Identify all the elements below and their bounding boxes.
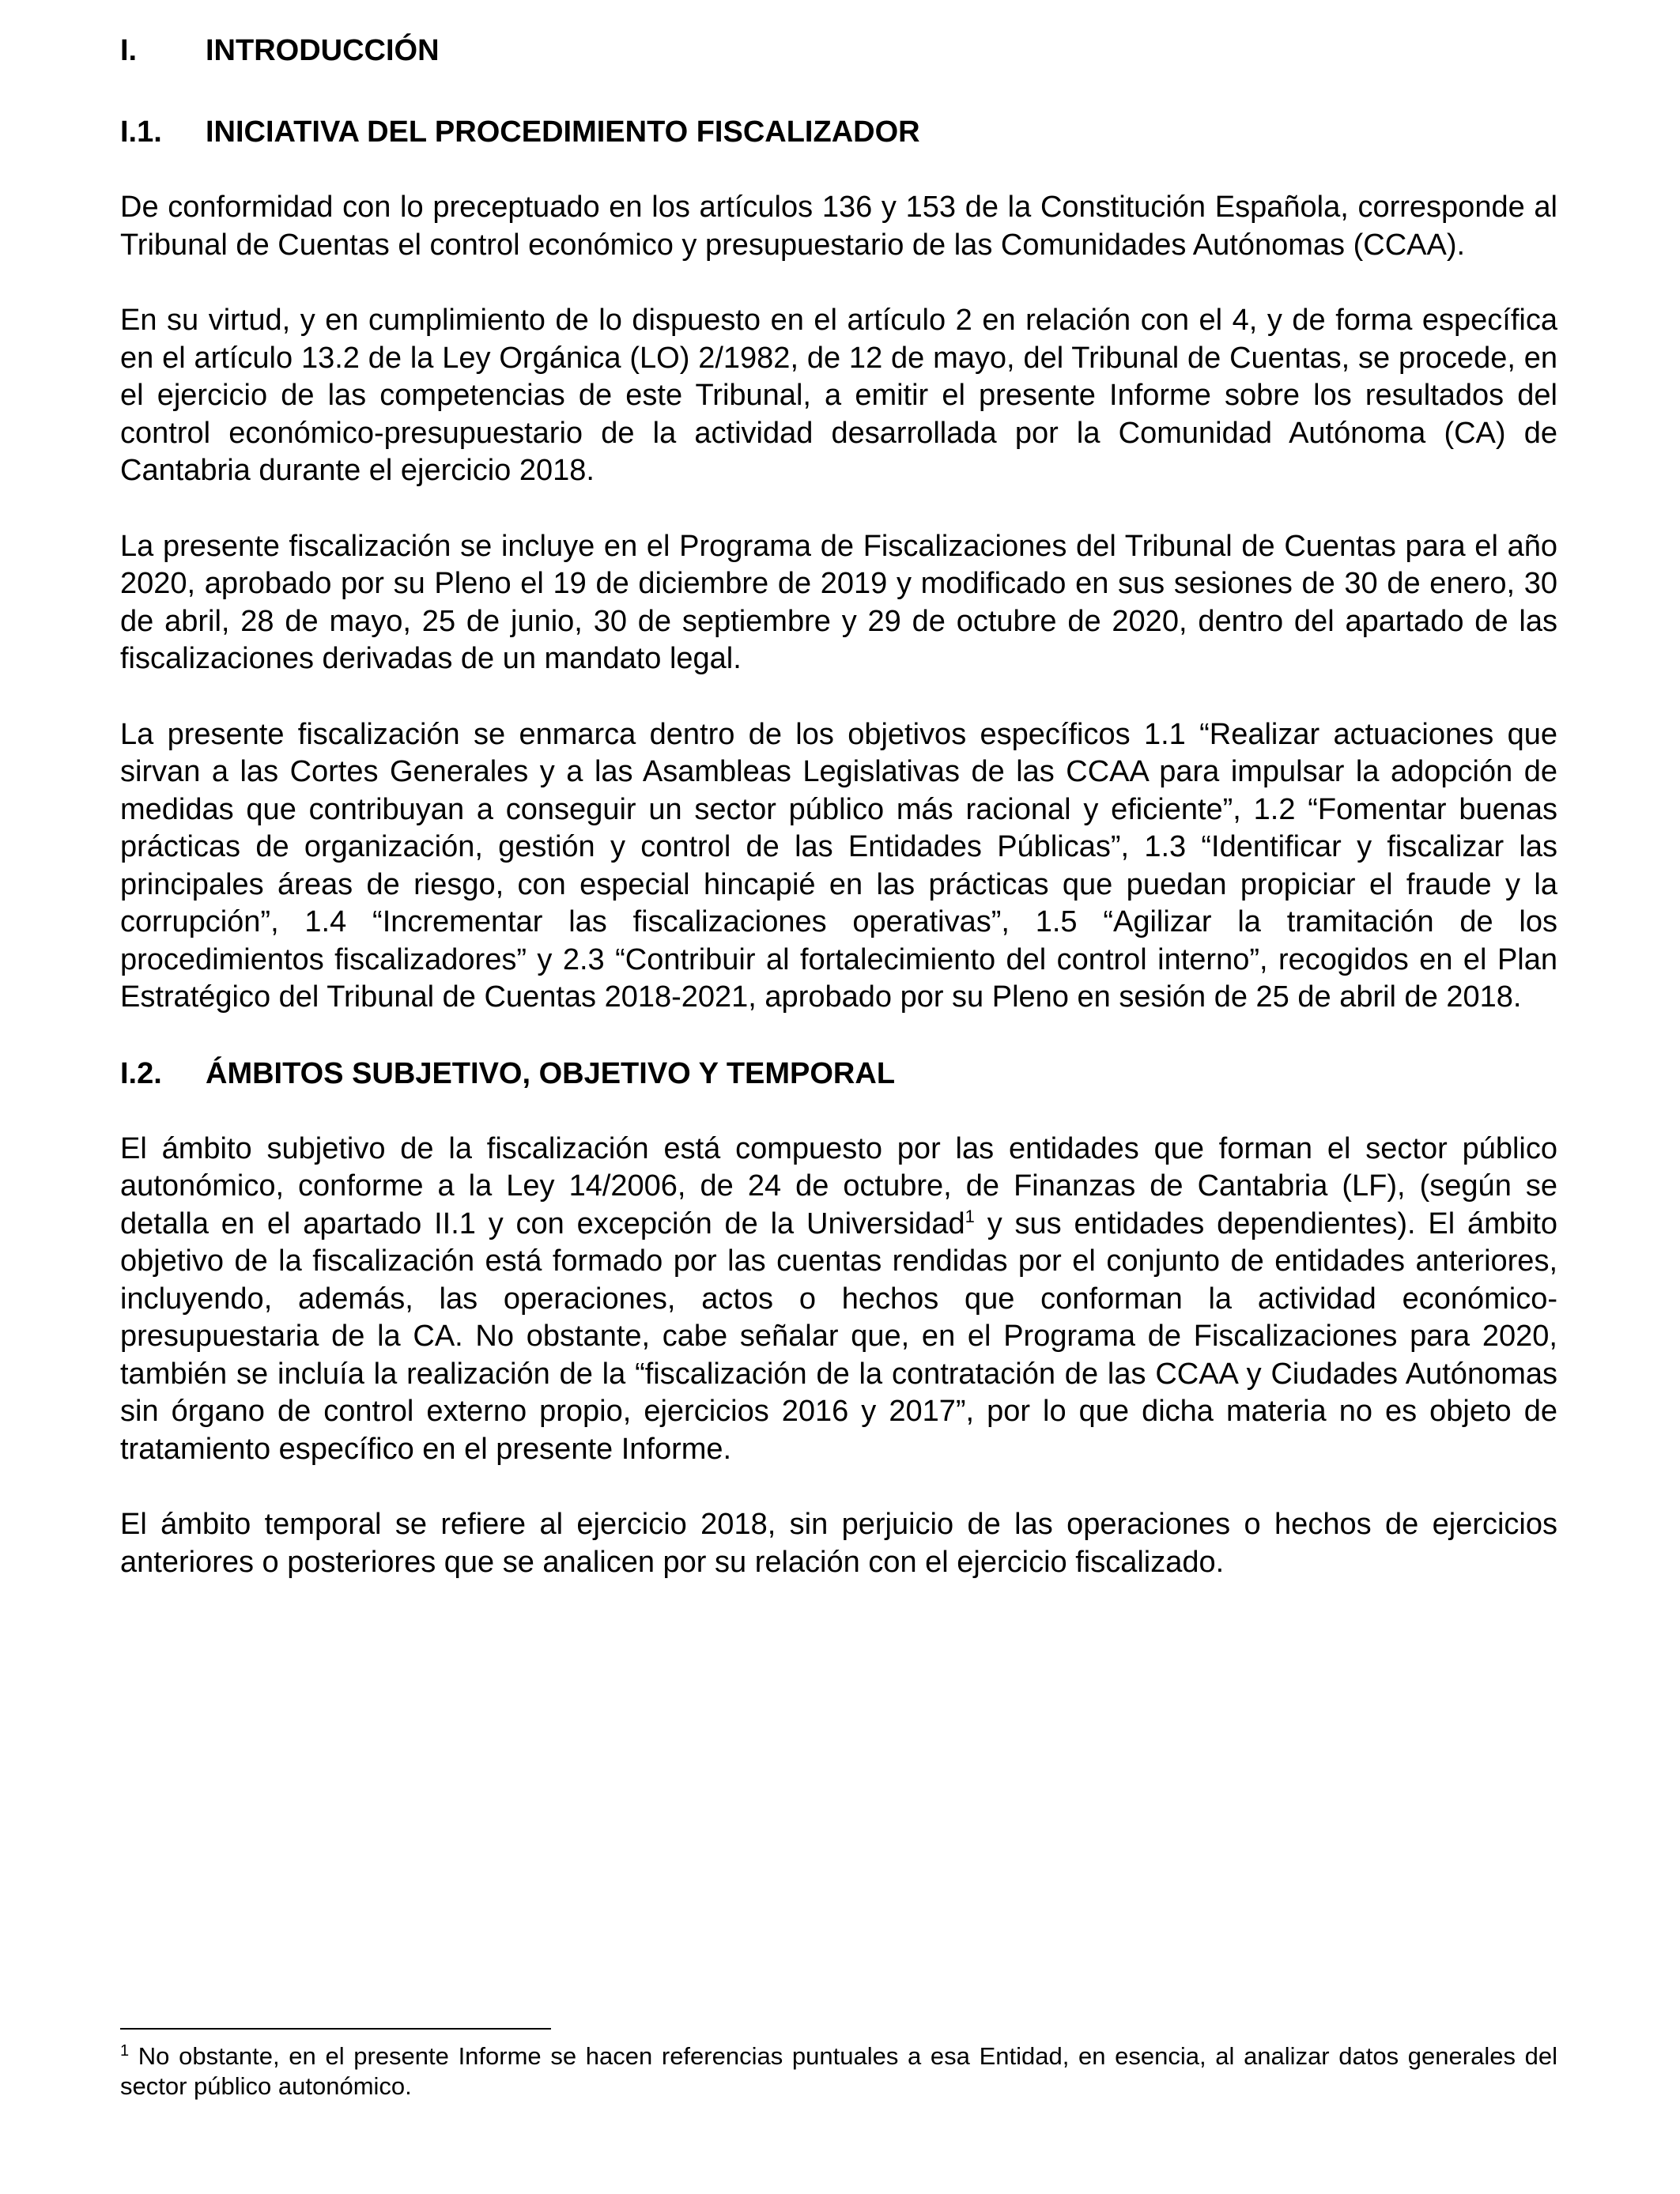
footnote-text: No obstante, en el presente Informe se hacen referencias puntuales a esa Entidad, en esencia, al analizar datos generales del sector público autonómico. [120,2042,1557,2100]
paragraph: De conformidad con lo preceptuado en los artículos 136 y 153 de la Constitución Española, corresponde al Tribunal de Cuentas el control económico y presupuestario de las Comunidades Autónomas (CCAA). [120,191,1557,262]
paragraph: La presente fiscalización se enmarca dentro de los objetivos específicos 1.1 “Realizar actuaciones que sirvan a las Cortes Generales y a las Asambleas Legislativas de las CCAA para impulsar la adopción de medidas que contribuyan a conseguir un sector público más racional y eficiente”, 1.2 “Fomentar buenas prácticas de organización, gestión y control de las Entidades Públicas”, 1.3 “Identificar y fiscalizar las principales áreas de riesgo, con especial hincapié en las prácticas que puedan propiciar el fraude y la corrupción”, 1.4 “Incrementar las fiscalizaciones operativas”, 1.5 “Agilizar la tramitación de los procedimientos fiscalizadores” y 2.3 “Contribuir al fortalecimiento del control interno”, recogidos en el Plan Estratégico del Tribunal de Cuentas 2018-2021, aprobado por su Pleno en sesión de 25 de abril de 2018. [120,717,1557,1014]
section-heading-introduccion [120,32,1557,70]
section-title: ÁMBITOS SUBJETIVO, OBJETIVO Y TEMPORAL [206,1056,896,1090]
paragraph [120,1131,1557,1469]
paragraph-text: El ámbito subjetivo de la fiscalización está compuesto por las entidades que forman el sector público autonómico, conforme a la Ley 14/2006, de 24 de octubre, de Finanzas de Cantabria (LF), (según se detalla en el apartado II.1 y con excepción de la Universidad [120,1131,1557,1240]
footnote [120,2041,1557,2101]
section-heading-ambitos [120,1055,1557,1093]
section-title: INICIATIVA DEL PROCEDIMIENTO FISCALIZADOR [206,115,920,149]
section-number: I.2. [120,1056,162,1090]
paragraph: La presente fiscalización se incluye en el Programa de Fiscalizaciones del Tribunal de Cuentas para el año 2020, aprobado por su Pleno el 19 de diciembre de 2019 y modificado en sus sesiones de 30 de enero, 30 de abril, 28 de mayo, 25 de junio, 30 de septiembre y 29 de octubre de 2020, dentro del apartado de las fiscalizaciones derivadas de un mandato legal. [120,529,1557,675]
footnote-reference[interactable]: 1 [965,1206,975,1226]
section-heading-iniciativa [120,113,1557,151]
paragraph: En su virtud, y en cumplimiento de lo dispuesto en el artículo 2 en relación con el 4, y de forma específica en el artículo 13.2 de la Ley Orgánica (LO) 2/1982, de 12 de mayo, del Tribunal de Cuentas, se procede, en el ejercicio de las competencias de este Tribunal, a emitir el presente Informe sobre los resultados del control económico-presupuestario de la actividad desarrollada por la Comunidad Autónoma (CA) de Cantabria durante el ejercicio 2018. [120,304,1557,487]
section-title: INTRODUCCIÓN [206,34,440,67]
footnote-marker: 1 [120,2042,130,2060]
section-number: I. [120,34,138,67]
paragraph: El ámbito temporal se refiere al ejercicio 2018, sin perjuicio de las operaciones o hechos de ejercicios anteriores o posteriores que se analicen por su relación con el ejercicio fiscalizado. [120,1508,1557,1579]
section-number: I.1. [120,115,162,149]
paragraph-text: y sus entidades dependientes). El ámbito objetivo de la fiscalización está formado por las cuentas rendidas por el conjunto de entidades anteriores, incluyendo, además, las operaciones, actos o hechos que conforman la actividad económico-presupuestaria de la CA. No obstante, cabe señalar que, en el Programa de Fiscalizaciones para 2020, también se incluía la realización de la “fiscalización de la contratación de las CCAA y Ciudades Autónomas sin órgano de control externo propio, ejercicios 2016 y 2017”, por lo que dicha materia no es objeto de tratamiento específico en el presente Informe. [120,1207,1558,1466]
document-page [120,32,1557,1581]
footnote-separator [120,2028,551,2030]
